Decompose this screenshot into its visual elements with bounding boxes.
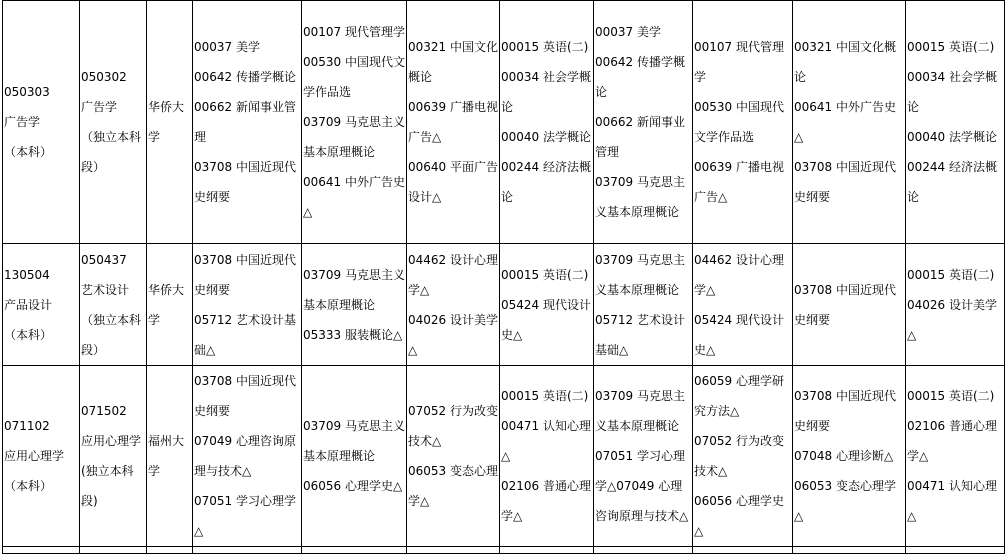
course-cell (500, 244, 594, 366)
cell-line: 00471 认知心理△ (907, 479, 997, 523)
course-cell (594, 1, 693, 244)
course-cell (193, 244, 302, 366)
cell-line: （独立本科段） (81, 312, 142, 357)
cell-line: 03709 马克思主义基本原理概论 (303, 419, 405, 463)
cell-line: （本科） (4, 479, 53, 493)
new-major-cell (3, 244, 80, 366)
cell-line: 03708 中国近现代史纲要 (794, 389, 896, 433)
course-cell (906, 1, 1005, 244)
cell-line: 07049 心理咨询原理与技术△ (194, 434, 296, 478)
old-major-cell (80, 1, 147, 244)
course-cell (302, 366, 407, 547)
table-row (3, 244, 1005, 366)
cell-line: 04026 设计美学△ (408, 312, 498, 357)
cell-line: 04462 设计心理学△ (694, 252, 784, 297)
cell-line: 00015 英语(二) (907, 267, 995, 282)
course-cell (500, 1, 594, 244)
table-body (3, 1, 1005, 554)
cell-line: 07052 行为改变技术△ (408, 404, 498, 448)
cell-line: 00244 经济法概论 (501, 160, 591, 204)
cell-line: 06056 心理学史△ (303, 479, 403, 493)
cell-line: 07051 学习心理学△07049 心理咨询原理与技术△ (595, 449, 689, 523)
course-cell (407, 244, 500, 366)
cell-line: 00015 英语(二) (907, 40, 995, 54)
cell-line: 05333 服装概论△ (303, 327, 403, 342)
course-cell (906, 244, 1005, 366)
cell-line: 00244 经济法概论 (907, 160, 997, 204)
course-cell (594, 244, 693, 366)
cell-line: 00530 中国现代文学作品选 (303, 55, 405, 99)
course-cell (793, 366, 906, 547)
empty-cell (500, 547, 594, 554)
cell-line: 03708 中国近现代史纲要 (794, 282, 896, 327)
cell-line: 03708 中国近现代史纲要 (194, 252, 296, 297)
cell-line: 00640 平面广告设计△ (408, 160, 498, 204)
cell-line: 03709 马克思主义基本原理概论 (595, 389, 685, 433)
cell-line: 00530 中国现代文学作品选 (694, 100, 784, 144)
cell-line: 华侨大学 (148, 100, 185, 144)
table-row-partial (3, 547, 1005, 554)
cell-line: 071502 (81, 404, 127, 418)
cell-line: 00040 法学概论 (501, 130, 591, 144)
cell-line: 00321 中国文化概论 (408, 40, 498, 84)
cell-line: 03709 马克思主义基本原理概论 (303, 267, 405, 312)
cell-line: 00641 中外广告史△ (794, 100, 896, 144)
course-cell (693, 1, 793, 244)
cell-line: 03709 马克思主义基本原理概论 (303, 115, 405, 159)
new-major-cell (3, 1, 80, 244)
cell-line: 050302 (81, 70, 127, 84)
cell-line: 00642 传播学概论 (194, 70, 296, 84)
cell-line: 00015 英语(二) (907, 389, 995, 403)
cell-line: 050303 (4, 85, 50, 99)
course-cell (407, 1, 500, 244)
empty-cell (906, 547, 1005, 554)
cell-line: 06053 变态心理学△ (794, 479, 896, 523)
cell-line: 04026 设计美学△ (907, 297, 997, 342)
cell-line: 07052 行为改变技术△ (694, 434, 784, 478)
new-major-cell (3, 366, 80, 547)
course-cell (693, 244, 793, 366)
cell-line: 00107 现代管理学 (694, 40, 784, 84)
cell-line: 00662 新闻事业管理 (194, 100, 296, 144)
cell-line: 05424 现代设计史△ (501, 297, 591, 342)
cell-line: 02106 普通心理学△ (501, 479, 591, 523)
cell-line: 02106 普通心理学△ (907, 419, 997, 463)
cell-line: 00662 新闻事业管理 (595, 115, 685, 159)
cell-line: 艺术设计 (81, 282, 130, 297)
cell-line: 应用心理学 (81, 434, 142, 448)
cell-line: 00034 社会学概论 (907, 70, 997, 114)
cell-line: （独立本科段） (81, 130, 142, 174)
cell-line: 07048 心理诊断△ (794, 449, 894, 463)
course-schedule-table (2, 0, 1005, 554)
school-cell (147, 244, 193, 366)
empty-cell (594, 547, 693, 554)
course-cell (500, 366, 594, 547)
cell-line: 应用心理学 (4, 449, 65, 463)
old-major-cell (80, 366, 147, 547)
course-cell (302, 1, 407, 244)
cell-line: 03708 中国近现代史纲要 (194, 374, 296, 418)
old-major-cell (80, 244, 147, 366)
school-cell (147, 366, 193, 547)
cell-line: 00471 认知心理△ (501, 419, 591, 463)
course-cell (793, 1, 906, 244)
cell-line: 03709 马克思主义基本原理概论 (595, 175, 685, 219)
cell-line: 广告学 (4, 115, 41, 129)
course-cell (906, 366, 1005, 547)
empty-cell (407, 547, 500, 554)
cell-line: 03708 中国近现代史纲要 (794, 160, 896, 204)
cell-line: 06056 心理学史△ (694, 494, 784, 538)
cell-line: 00037 美学 (595, 25, 661, 39)
table-row (3, 366, 1005, 547)
course-cell (793, 244, 906, 366)
course-cell (302, 244, 407, 366)
cell-line: 00034 社会学概论 (501, 70, 591, 114)
cell-line: 广告学 (81, 100, 118, 114)
cell-line: 071102 (4, 419, 50, 433)
cell-line: 00641 中外广告史△ (303, 175, 405, 219)
cell-line: 04462 设计心理学△ (408, 252, 498, 297)
cell-line: （本科） (4, 327, 53, 342)
school-cell (147, 1, 193, 244)
empty-cell (3, 547, 80, 554)
cell-line: 00015 英语(二) (501, 389, 589, 403)
cell-line: 00642 传播学概论 (595, 55, 685, 99)
cell-line: 050437 (81, 252, 127, 267)
cell-line: 05424 现代设计史△ (694, 312, 784, 357)
cell-line: 130504 (4, 267, 50, 282)
cell-line: (独立本科段) (81, 464, 134, 508)
cell-line: （本科） (4, 145, 53, 159)
empty-cell (693, 547, 793, 554)
course-cell (193, 1, 302, 244)
cell-line: 00321 中国文化概论 (794, 40, 896, 84)
cell-line: 00107 现代管理学 (303, 25, 405, 39)
cell-line: 产品设计 (4, 297, 53, 312)
course-cell (193, 366, 302, 547)
cell-line: 00015 英语(二) (501, 40, 589, 54)
table-row (3, 1, 1005, 244)
course-cell (693, 366, 793, 547)
cell-line: 06059 心理学研究方法△ (694, 374, 784, 418)
empty-cell (80, 547, 147, 554)
empty-cell (302, 547, 407, 554)
cell-line: 05712 艺术设计基础△ (595, 312, 685, 357)
empty-cell (193, 547, 302, 554)
cell-line: 03709 马克思主义基本原理概论 (595, 252, 685, 297)
cell-line: 00639 广播电视广告△ (408, 100, 498, 144)
cell-line: 00040 法学概论 (907, 130, 997, 144)
course-cell (407, 366, 500, 547)
empty-cell (147, 547, 193, 554)
cell-line: 03708 中国近现代史纲要 (194, 160, 296, 204)
cell-line: 05712 艺术设计基础△ (194, 312, 296, 357)
course-cell (594, 366, 693, 547)
cell-line: 00037 美学 (194, 40, 260, 54)
cell-line: 00639 广播电视广告△ (694, 160, 784, 204)
cell-line: 福州大学 (148, 434, 185, 478)
cell-line: 07051 学习心理学△ (194, 494, 296, 538)
empty-cell (793, 547, 906, 554)
cell-line: 华侨大学 (148, 282, 185, 327)
cell-line: 06053 变态心理学△ (408, 464, 498, 508)
cell-line: 00015 英语(二) (501, 267, 589, 282)
